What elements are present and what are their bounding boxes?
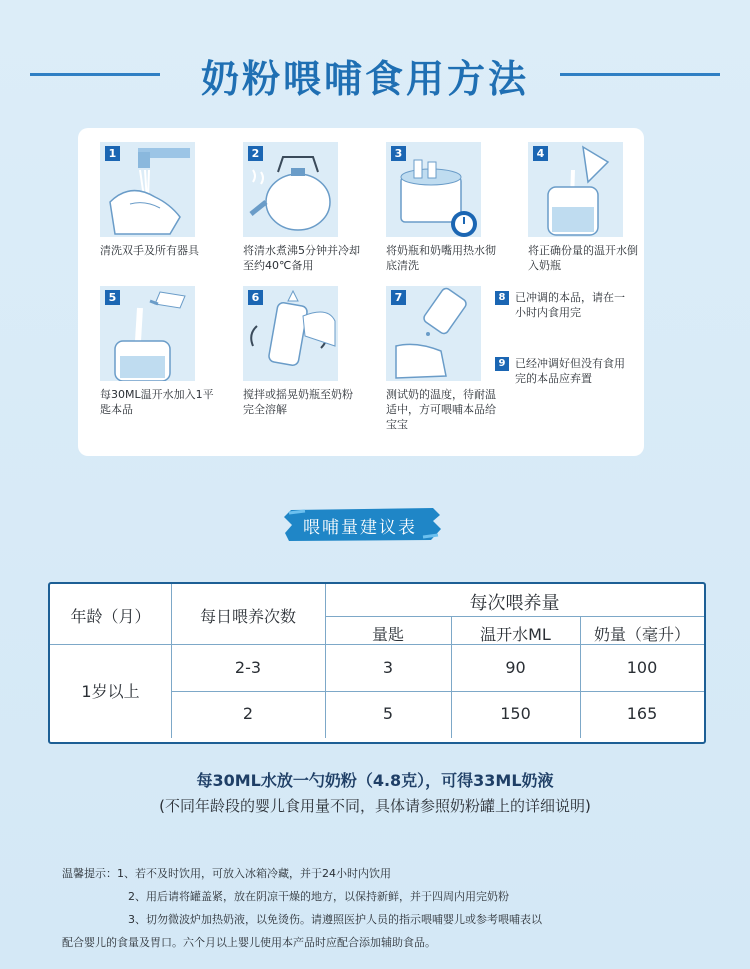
step-number-badge: 2 [248, 146, 263, 161]
row-1-scoop: 3 [382, 658, 394, 677]
header-milk: 奶量（毫升） [593, 625, 690, 644]
step-caption: 将奶瓶和奶嘴用热水彻底清洗 [386, 244, 496, 272]
note-number-badge: 8 [495, 291, 509, 305]
note-text: 已冲调的本品，请在一小时内食用完 [515, 291, 625, 319]
step-number-badge: 7 [391, 290, 406, 305]
tip-line-3: 3、切勿微波炉加热奶液，以免烫伤。请遵照医护人员的指示喂哺婴儿或参考喂哺表以 [128, 913, 542, 926]
pouring-water-illustration [528, 142, 623, 237]
tip-line-4: 配合婴儿的食量及胃口。六个月以上婴儿使用本产品时应配合添加辅助食品。 [62, 936, 436, 949]
step-caption: 将正确份量的温开水倒入奶瓶 [528, 244, 638, 272]
note-8 [495, 290, 625, 320]
step-4 [528, 142, 648, 273]
step-3 [386, 142, 506, 273]
row-1-water: 90 [505, 658, 526, 677]
note-9 [495, 356, 625, 386]
header-divider-right [560, 73, 720, 76]
sterilizing-pot-illustration [386, 142, 481, 237]
step-caption: 测试奶的温度，待耐温适中，方可喂哺本品给宝宝 [386, 388, 496, 431]
testing-temperature-illustration [386, 286, 481, 381]
note-text: 已经冲调好但没有食用完的本品应弃置 [515, 357, 625, 385]
age-value: 1岁以上 [81, 682, 140, 701]
row-2-frequency: 2 [242, 704, 254, 723]
header-scoop: 量匙 [371, 625, 404, 644]
step-2 [243, 142, 363, 273]
tips-label: 温馨提示： [62, 867, 117, 880]
step-caption: 每30ML温开水加入1平匙本品 [100, 388, 214, 416]
step-number-badge: 4 [533, 146, 548, 161]
row-1-milk: 100 [626, 658, 658, 677]
step-6 [243, 286, 363, 417]
hand-washing-illustration [100, 142, 195, 237]
shaking-bottle-illustration [243, 286, 338, 381]
table-gridline [171, 691, 704, 692]
step-number-badge: 6 [248, 290, 263, 305]
tip-line-2: 2、用后请将罐盖紧，放在阴凉干燥的地方，以保持新鲜，并于四周内用完奶粉 [128, 890, 509, 903]
tip-text: 1、若不及时饮用，可放入冰箱冷藏，并于24小时内饮用 [117, 867, 391, 880]
note-number-badge: 9 [495, 357, 509, 371]
step-caption: 将清水煮沸5分钟并冷却至约40℃备用 [243, 244, 360, 272]
step-caption: 清洗双手及所有器具 [100, 244, 199, 257]
instructions-card [78, 128, 644, 456]
header-age: 年龄（月） [70, 607, 151, 626]
feeding-table [48, 582, 706, 744]
step-caption: 搅拌或摇晃奶瓶至奶粉完全溶解 [243, 388, 353, 416]
header-frequency: 每日喂养次数 [199, 607, 296, 626]
step-1 [100, 142, 220, 258]
summary-main: 每30ML水放一勺奶粉（4.8克），可得33ML奶液 [196, 771, 554, 790]
step-number-badge: 5 [105, 290, 120, 305]
ribbon-label: 喂哺量建议表 [303, 518, 417, 538]
adding-powder-illustration [100, 286, 195, 381]
row-2-water: 150 [500, 704, 531, 723]
step-number-badge: 3 [391, 146, 406, 161]
step-7 [386, 286, 506, 432]
step-5 [100, 286, 220, 417]
header-water: 温开水ML [480, 625, 551, 644]
header-divider-left [30, 73, 160, 76]
row-1-frequency: 2-3 [234, 658, 262, 677]
tips-section [62, 862, 542, 954]
page-title: 奶粉喂哺食用方法 [200, 57, 529, 101]
summary-sub: (不同年龄段的婴儿食用量不同，具体请参照奶粉罐上的详细说明) [159, 797, 591, 815]
step-number-badge: 1 [105, 146, 120, 161]
row-2-scoop: 5 [382, 704, 394, 723]
row-2-milk: 165 [626, 704, 658, 723]
table-gridline [325, 616, 704, 617]
section-ribbon [283, 505, 443, 543]
tip-line-1 [62, 862, 542, 885]
header-amount-group: 每次喂养量 [469, 593, 560, 614]
boiling-kettle-illustration [243, 142, 338, 237]
